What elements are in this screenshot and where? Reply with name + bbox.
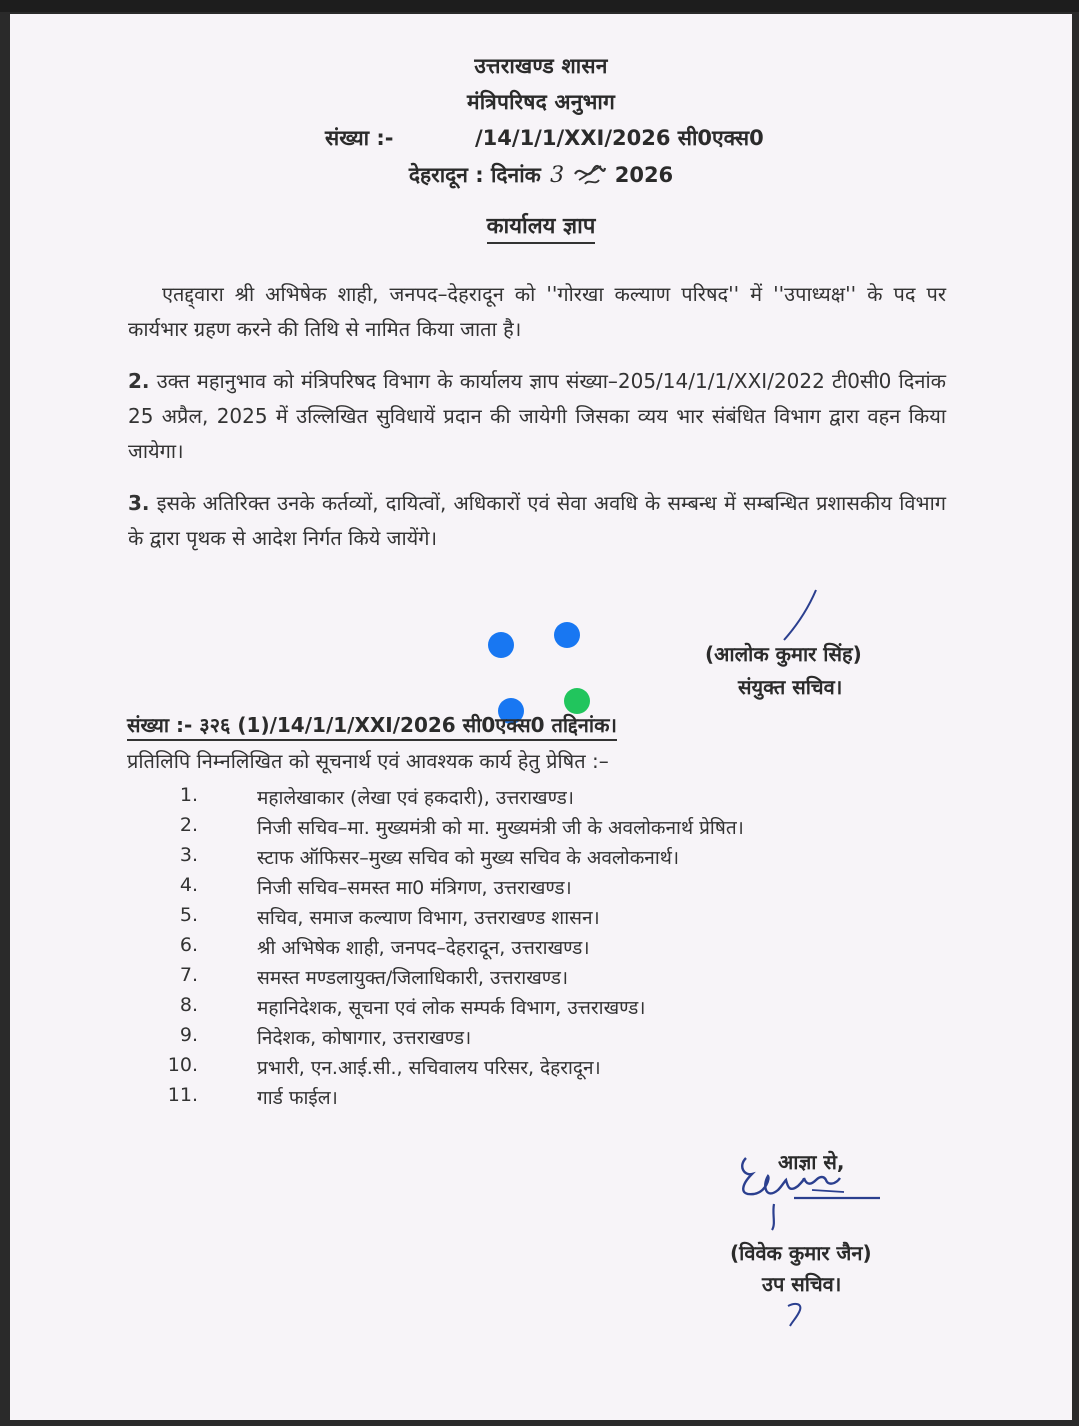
paragraph-3-number: 3. [128, 491, 150, 515]
list-item-text: महालेखाकार (लेखा एवं हकदारी), उत्तराखण्ड। [257, 787, 574, 809]
blue-dot [554, 622, 580, 648]
list-item-number: 5. [179, 904, 198, 926]
paragraph-2-number: 2. [128, 369, 150, 393]
section-name: मंत्रिपरिषद अनुभाग [466, 90, 616, 114]
list-item [160, 844, 960, 874]
document-title-text: कार्यालय ज्ञाप [487, 214, 596, 244]
signature-2-scribble [732, 1152, 882, 1234]
list-item-number: 4. [179, 874, 198, 896]
list-item-text: समस्त मण्डलायुक्त/जिलाधिकारी, उत्तराखण्ड। [257, 967, 569, 989]
signatory-1-designation: संयुक्त सचिव। [738, 675, 843, 699]
top-bar [0, 0, 1079, 12]
list-item-text: निजी सचिव–समस्त मा0 मंत्रिगण, उत्तराखण्ड। [257, 877, 572, 899]
paragraph-3 [128, 486, 946, 556]
list-item-number: 8. [179, 994, 198, 1016]
list-item-number: 10. [167, 1054, 198, 1076]
list-item [160, 934, 960, 964]
reference-label: संख्या :- [325, 126, 394, 150]
list-item [160, 994, 960, 1024]
signatory-1-name: (आलोक कुमार सिंह) [705, 642, 862, 666]
list-item-text: निदेशक, कोषागार, उत्तराखण्ड। [257, 1027, 472, 1049]
list-item-number: 2. [179, 814, 198, 836]
list-item-text: प्रभारी, एन.आई.सी., सचिवालय परिसर, देहरादून। [257, 1057, 601, 1079]
list-item-number: 3. [179, 844, 198, 866]
date-scribble [573, 160, 607, 188]
paragraph-3-text: इसके अतिरिक्त उनके कर्तव्यों, दायित्वों, अधिकारों एवं सेवा अवधि के सम्बन्ध में सम्बन्धित प्रशासकीय विभाग के द्वारा पृथक से आदेश निर्गत किये जायेंगे। [128, 491, 947, 550]
govt-name: उत्तराखण्ड शासन [474, 54, 608, 78]
date-year: 2026 [614, 163, 674, 187]
paragraph-2 [128, 364, 946, 469]
list-item-number: 9. [179, 1024, 198, 1046]
list-item [160, 1024, 960, 1054]
date-prefix: देहरादून : दिनांक [408, 163, 541, 187]
by-order-text: आज्ञा से, [778, 1150, 845, 1174]
list-item-number: 1. [179, 784, 198, 806]
list-item-text: सचिव, समाज कल्याण विभाग, उत्तराखण्ड शासन। [257, 907, 600, 929]
list-item [160, 1084, 960, 1114]
list-item-number: 6. [179, 934, 198, 956]
list-item [160, 814, 960, 844]
list-item-number: 7. [179, 964, 198, 986]
copy-reference: संख्या :- ३२६ (1)/14/1/1/XXI/2026 सी0एक्स0 तद्दिनांक। [127, 711, 617, 741]
document-title [10, 210, 1072, 240]
list-item [160, 784, 960, 814]
document-page [10, 14, 1072, 1420]
initial-mark [784, 1300, 808, 1328]
list-item-text: गार्ड फाईल। [257, 1087, 338, 1109]
date-line [10, 160, 1072, 189]
list-item [160, 904, 960, 934]
list-item-text: महानिदेशक, सूचना एवं लोक सम्पर्क विभाग, उत्तराखण्ड। [257, 997, 646, 1019]
paragraph-2-text: उक्त महानुभाव को मंत्रिपरिषद विभाग के कार्यालय ज्ञाप संख्या–205/14/1/1/XXI/2022 टी0सी0 दिनांक 25 अप्रैल, 2025 में उल्लिखित सुविधायें प्रदान की जायेगी जिसका व्यय भार संबंधित विभाग द्वारा वहन किया जायेगा। [128, 369, 947, 463]
signatory-2-name: (विवेक कुमार जैन) [730, 1241, 872, 1265]
date-handwritten: 3 [550, 163, 565, 188]
signature-stroke-1 [780, 588, 820, 644]
list-item [160, 1054, 960, 1084]
signatory-2-designation: उप सचिव। [762, 1272, 842, 1296]
list-item-text: स्टाफ ऑफिसर–मुख्य सचिव को मुख्य सचिव के अवलोकनार्थ। [257, 847, 680, 869]
list-item-text: निजी सचिव–मा. मुख्यमंत्री को मा. मुख्यमंत्री जी के अवलोकनार्थ प्रेषित। [257, 817, 744, 839]
blue-dot [488, 632, 514, 658]
paragraph-1-text: एतद्द्वारा श्री अभिषेक शाही, जनपद–देहरादून को ''गोरखा कल्याण परिषद'' में ''उपाध्यक्ष'' के पद पर कार्यभार ग्रहण करने की तिथि से नामित किया जाता है। [128, 282, 946, 341]
list-item [160, 874, 960, 904]
list-item [160, 964, 960, 994]
list-item-text: श्री अभिषेक शाही, जनपद–देहरादून, उत्तराखण्ड। [257, 937, 590, 959]
paragraph-1 [128, 277, 946, 347]
copy-intro: प्रतिलिपि निम्नलिखित को सूचनार्थ एवं आवश्यक कार्य हेतु प्रेषित :– [127, 749, 609, 773]
reference-number: /14/1/1/XXI/2026 सी0एक्स0 [475, 126, 764, 150]
list-item-number: 11. [167, 1084, 198, 1106]
